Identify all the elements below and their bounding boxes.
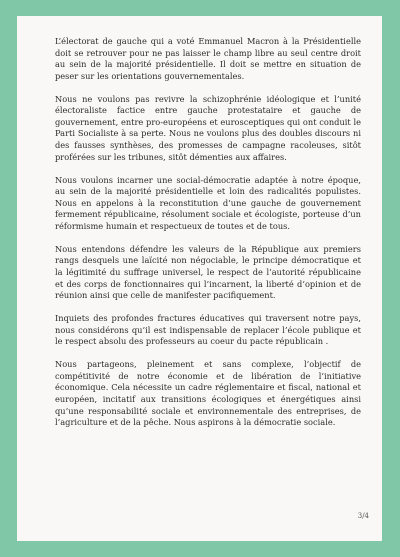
page-number: 3/4 [357,512,369,520]
paragraph-2: Nous ne voulons pas revivre la schizophrénie idéologique et l’unité électoraliste factice entre gauche protestataire et gauche de gouvernement, entre pro-européens et eurosceptiques qui ont conduit le Parti Socialiste à sa perte. Nous ne voulons plus des doubles discours ni des fausses synthèses, des promesses de campagne racoleuses, sitôt proférées sur les tribunes, sitôt démenties aux affaires. [55,93,361,162]
document-body [55,36,361,440]
document-page [17,16,382,541]
paragraph-1: L’électorat de gauche qui a voté Emmanuel Macron à la Présidentielle doit se retrouver pour ne pas laisser le champ libre au seul centre droit au sein de la majorité présidentielle. Il doit se mettre en situation de peser sur les orientations gouvernementales. [55,36,361,81]
paragraph-3: Nous voulons incarner une social-démocratie adaptée à notre époque, au sein de la majorité présidentielle et loin des radicalités populistes. Nous en appelons à la reconstitution d’une gauche de gouvernement fermement républicaine, résolument sociale et écologiste, porteuse d’un réformisme humain et respectueux de toutes et de tous. [55,174,361,231]
paragraph-4: Nous entendons défendre les valeurs de la République aux premiers rangs desquels une laïcité non négociable, le principe démocratique et la légitimité du suffrage universel, le respect de l’autorité républicaine et des corps de fonctionnaires qui l’incarnent, la liberté d’opinion et de réunion ainsi que celle de manifester pacifiquement. [55,243,361,301]
paragraph-6: Nous partageons, pleinement et sans complexe, l’objectif de compétitivité de notre économie et de libération de l’initiative économique. Cela nécessite un cadre réglementaire et fiscal, national et européen, incitatif aux transitions écologiques et énergétiques ainsi qu’une responsabilité sociale et environnementale des entreprises, de l’agriculture et de la pêche. Nous aspirons à la démocratie sociale. [55,359,361,428]
paragraph-5: Inquiets des profondes fractures éducatives qui traversent notre pays, nous considérons qu’il est indispensable de replacer l’école publique et le respect absolu des professeurs au coeur du pacte républicain . [55,313,361,347]
